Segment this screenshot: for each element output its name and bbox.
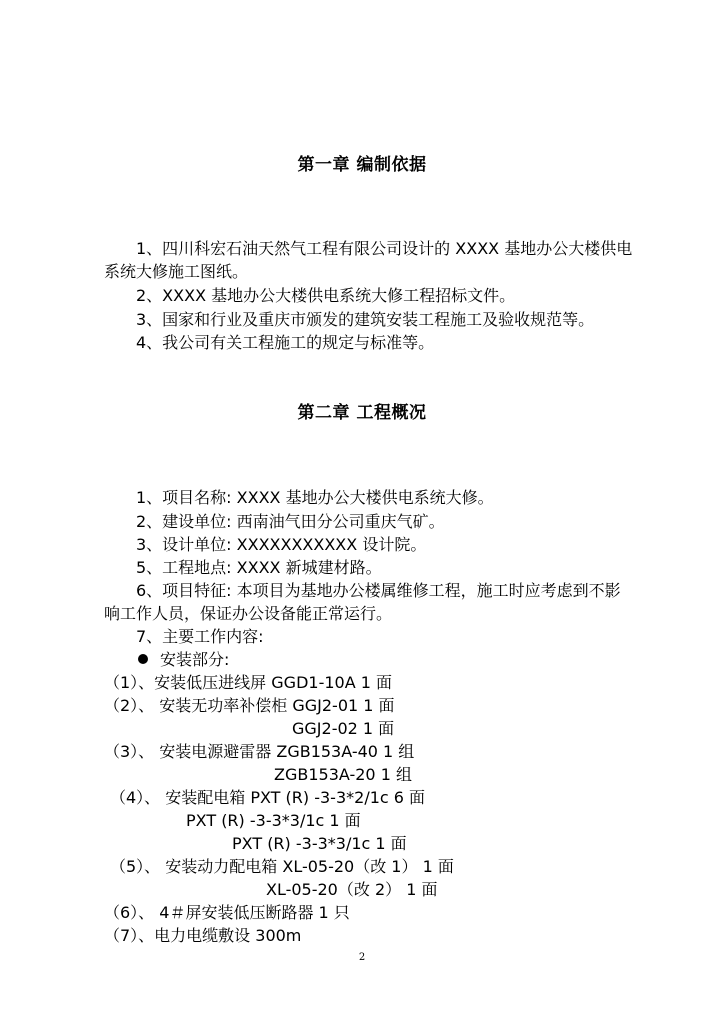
chapter1-title: 第一章 编制依据 [297, 155, 427, 175]
chapter2-item-6: 6、项目特征: 本项目为基地办公楼属维修工程，施工时应考虑到不影 [136, 581, 621, 600]
install-line-5b: XL-05-20（改 2） 1 面 [266, 880, 438, 899]
install-line-4b: PXT (R) -3-3*3/1c 1 面 [186, 811, 361, 830]
install-line-3: （3）、 安装电源避雷器 ZGB153A-40 1 组 [104, 742, 415, 761]
chapter2-item-1: 1、项目名称: XXXX 基地办公大楼供电系统大修。 [136, 488, 494, 507]
install-line-6: （6）、 4＃屏安装低压断路器 1 只 [104, 903, 350, 922]
chapter1-item-4: 4、我公司有关工程施工的规定与标准等。 [136, 333, 435, 352]
install-line-4c: PXT (R) -3-3*3/1c 1 面 [232, 834, 407, 853]
chapter1-item-3: 3、国家和行业及重庆市颁发的建筑安装工程施工及验收规范等。 [136, 310, 595, 329]
install-section-label [138, 649, 229, 671]
page-number: 2 [358, 952, 366, 963]
chapter2-item-3: 3、设计单位: XXXXXXXXXXX 设计院。 [136, 535, 427, 554]
chapter2-item-6-cont: 响工作人员，保证办公设备能正常运行。 [104, 604, 393, 623]
chapter1-item-1-cont: 系统大修施工图纸。 [104, 262, 249, 281]
chapter2-item-5: 5、工程地点: XXXX 新城建材路。 [136, 558, 382, 577]
install-line-5: （5）、 安装动力配电箱 XL-05-20（改 1） 1 面 [110, 857, 454, 876]
chapter2-item-7: 7、主要工作内容: [136, 627, 264, 646]
chapter1-item-1: 1、四川科宏石油天然气工程有限公司设计的 XXXX 基地办公大楼供电 [136, 239, 633, 258]
install-line-2: （2）、 安装无功率补偿柜 GGJ2-01 1 面 [104, 696, 395, 715]
chapter1-item-2: 2、XXXX 基地办公大楼供电系统大修工程招标文件。 [136, 286, 516, 305]
install-line-2b: GGJ2-02 1 面 [292, 719, 395, 738]
bullet-icon [138, 654, 148, 664]
install-line-4: （4）、 安装配电箱 PXT (R) -3-3*2/1c 6 面 [110, 788, 426, 807]
install-line-7: （7）、电力电缆敷设 300m [104, 926, 302, 945]
chapter2-title: 第二章 工程概况 [297, 403, 427, 423]
install-line-1: （1）、安装低压进线屏 GGD1-10A 1 面 [104, 673, 392, 692]
install-line-3b: ZGB153A-20 1 组 [274, 765, 412, 784]
install-label-text: 安装部分: [160, 650, 230, 669]
chapter2-item-2: 2、建设单位: 西南油气田分公司重庆气矿。 [136, 512, 445, 531]
